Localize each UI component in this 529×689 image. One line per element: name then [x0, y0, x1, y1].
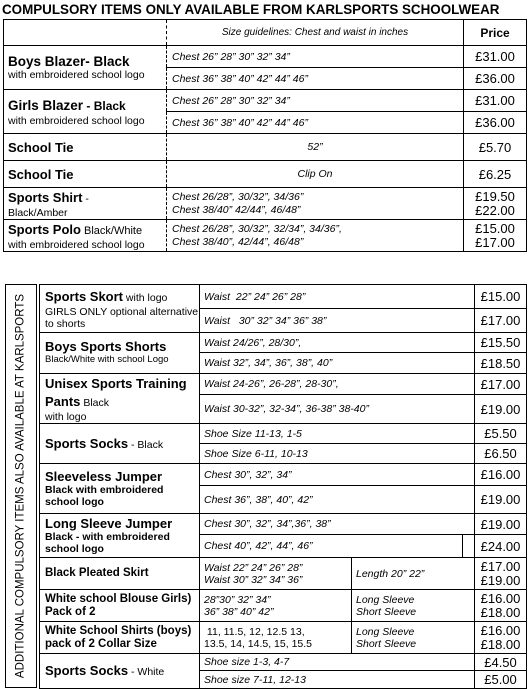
item-name-cell — [40, 285, 200, 333]
item-name: Boys Sports Shorts — [45, 339, 167, 354]
item-description: with logo — [45, 410, 87, 423]
price-line: £17.00 — [475, 234, 515, 250]
price-cell — [475, 622, 527, 654]
item-name: Sports Socks — [45, 435, 129, 451]
size-line: Waist 22” 24” 26” 28” — [204, 561, 303, 574]
price-cell: £5.50 — [475, 424, 527, 444]
size-cell — [200, 285, 475, 309]
item-name-cell — [4, 46, 167, 90]
page-title: COMPULSORY ITEMS ONLY AVAILABLE FROM KARLSPORTS SCHOOLWEAR — [2, 2, 500, 17]
item-name: Sports Shirt — [8, 189, 83, 205]
item-name: White School Shirts (boys) pack of 2 Collar Size — [40, 622, 200, 654]
size-line: 28”30” 32” 34” — [204, 593, 271, 606]
table-row — [40, 424, 527, 444]
item-name: Sports Socks — [45, 663, 129, 678]
table-row — [40, 622, 527, 654]
price-cell: £19.00 — [475, 486, 527, 514]
size-cell — [167, 220, 464, 252]
price-cell: £5.00 — [475, 671, 527, 689]
price-cell: £16.00 — [475, 464, 527, 486]
size-cell: Chest 36”, 38”, 40”, 42” — [200, 486, 475, 514]
size-line: Chest 38/40”, 42/44”, 46/48” — [172, 235, 304, 248]
size-cell: Chest 26” 28” 30” 32” 34” — [167, 90, 464, 112]
size-cell — [167, 188, 464, 220]
size-cell: Waist 24-26”, 26-28”, 28-30”, — [200, 374, 475, 395]
item-description: with embroidered school logo — [8, 238, 145, 251]
price-cell: £31.00 — [464, 46, 527, 68]
table-row — [40, 590, 527, 622]
size-cell — [200, 558, 352, 590]
sleeve-line: Long Sleeve — [356, 593, 415, 606]
table-row — [40, 374, 527, 395]
item-description: GIRLS ONLY optional alternative to shorts — [45, 305, 199, 330]
item-name-cell — [40, 464, 200, 514]
sleeve-line: Long Sleeve — [356, 625, 415, 638]
size-label: Waist — [204, 314, 231, 327]
length-cell: Length 20” 22” — [352, 558, 475, 590]
price-line: £16.00 — [480, 590, 521, 606]
size-cell: Shoe Size 6-11, 10-13 — [200, 444, 475, 464]
sleeve-line: Short Sleeve — [356, 637, 417, 650]
table-row — [40, 558, 527, 590]
sleeve-cell — [352, 590, 475, 622]
size-cell: Chest 36” 38” 40” 42” 44” 46” — [167, 112, 464, 134]
price-cell: £17.00 — [475, 309, 527, 333]
size-values: 30” 32” 34” 36” 38” — [238, 314, 327, 327]
table-row — [4, 134, 527, 161]
item-description: Black/Amber — [8, 206, 68, 219]
size-line: Chest 26/28”, 30/32”, 32/34”, 34/36”, — [172, 223, 342, 235]
item-name-cell — [40, 374, 200, 424]
size-guidelines-header: Size guidelines: Chest and waist in inches — [167, 20, 464, 46]
item-colour: - Black — [128, 438, 164, 451]
size-cell: 52” — [167, 134, 464, 161]
item-name-cell — [40, 333, 200, 374]
compulsory-items-table — [3, 19, 527, 252]
item-description: with embroidered school logo — [8, 69, 145, 81]
item-name-cell — [40, 424, 200, 464]
item-description: with embroidered school logo — [8, 114, 145, 127]
item-name: School Tie — [4, 134, 167, 161]
item-suffix: with logo — [123, 291, 168, 304]
price-cell — [464, 188, 527, 220]
size-cell: Waist 24/26”, 28/30”, — [200, 333, 475, 353]
header-blank — [4, 20, 167, 46]
size-cell — [200, 590, 352, 622]
size-cell: Shoe size 7-11, 12-13 — [200, 671, 475, 689]
sleeve-cell — [352, 622, 475, 654]
price-line: £17.00 — [480, 558, 521, 574]
price-line: £19.00 — [480, 572, 521, 588]
item-name: Long Sleeve Jumper — [45, 515, 173, 531]
item-name: Sports Skort — [45, 288, 124, 304]
item-name-cell — [4, 90, 167, 134]
item-separator: - — [82, 192, 89, 205]
additional-items-label: ADDITIONAL COMPULSORY ITEMS ALSO AVAILABLE AT KARLSPORTS — [14, 293, 27, 679]
price-cell: £31.00 — [464, 90, 527, 112]
item-description: Black/White with school Logo — [45, 354, 169, 365]
table-row — [40, 654, 527, 671]
size-line: 13.5, 14, 14.5, 15, 15.5 — [204, 637, 313, 650]
table-row — [40, 285, 527, 309]
item-name: Boys Blazer- Black — [8, 54, 130, 69]
price-cell: £17.00 — [475, 374, 527, 395]
blank-cell — [463, 535, 475, 558]
price-cell — [475, 590, 527, 622]
item-name-cell — [40, 654, 200, 689]
item-name: Sleeveless Jumper — [45, 468, 163, 484]
price-cell: £6.50 — [475, 444, 527, 464]
item-colour: Black — [80, 396, 109, 409]
price-line: £15.00 — [475, 220, 515, 236]
item-description: Black - with embroidered school logo — [45, 530, 170, 555]
table-row — [4, 161, 527, 188]
table-row — [4, 220, 527, 252]
table-row — [4, 46, 527, 68]
table-row — [40, 514, 527, 535]
price-cell — [475, 558, 527, 590]
item-name: School Tie — [4, 161, 167, 188]
size-cell: Chest 26” 28” 30” 32” 34” — [167, 46, 464, 68]
size-cell: Chest 36” 38” 40” 42” 44” 46” — [167, 68, 464, 90]
price-cell: £19.00 — [475, 395, 527, 424]
size-cell: Clip On — [167, 161, 464, 188]
price-cell: £15.00 — [475, 285, 527, 309]
size-cell: Waist 32”, 34”, 36”, 38”, 40” — [200, 353, 475, 374]
item-name-cell — [40, 514, 200, 558]
size-cell: Chest 40”, 42”, 44”, 46” — [200, 535, 463, 558]
item-name: Sports Polo — [8, 221, 81, 237]
table-header-row — [4, 20, 527, 46]
price-cell: £4.50 — [475, 654, 527, 671]
item-description: Black with embroidered school logo — [45, 483, 164, 508]
sleeve-line: Short Sleeve — [356, 605, 417, 618]
size-cell — [200, 622, 352, 654]
price-header: Price — [464, 20, 527, 46]
price-cell: £6.25 — [464, 161, 527, 188]
item-name: White school Blouse Girls) Pack of 2 — [40, 590, 200, 622]
size-line: Chest 38/40” 42/44”, 46/48” — [172, 203, 301, 216]
price-cell: £15.50 — [475, 333, 527, 353]
price-cell — [464, 220, 527, 252]
size-values: 22” 24” 26” 28” — [235, 290, 306, 303]
size-cell: Chest 30”, 32”, 34” — [200, 464, 475, 486]
price-cell: £36.00 — [464, 112, 527, 134]
item-name: Black Pleated Skirt — [40, 558, 200, 590]
item-colour: - Black — [83, 98, 126, 113]
price-cell: £36.00 — [464, 68, 527, 90]
table-row — [40, 464, 527, 486]
size-line: Waist 30” 32” 34” 36” — [204, 573, 303, 586]
price-cell: £19.00 — [475, 514, 527, 535]
size-line: 11, 11.5, 12, 12.5 13, — [204, 625, 305, 638]
size-cell: Waist 30-32”, 32-34”, 36-38” 38-40” — [200, 395, 475, 424]
price-line: £18.00 — [480, 636, 521, 652]
table-row — [4, 188, 527, 220]
size-cell: Shoe Size 11-13, 1-5 — [200, 424, 475, 444]
price-line: £18.00 — [480, 604, 521, 620]
price-cell: £24.00 — [475, 535, 527, 558]
price-line: £16.00 — [480, 622, 521, 638]
size-label: Waist — [204, 290, 231, 303]
size-line: Chest 26/28”, 30/32”, 34/36” — [172, 191, 304, 203]
size-line: 36” 38” 40” 42” — [204, 605, 274, 618]
price-cell: £18.50 — [475, 353, 527, 374]
size-cell: Shoe size 1-3, 4-7 — [200, 654, 475, 671]
price-cell: £5.70 — [464, 134, 527, 161]
item-name: Girls Blazer — [8, 97, 84, 113]
item-colour: - White — [128, 666, 165, 678]
additional-items-table — [39, 284, 527, 689]
price-line: £19.50 — [475, 188, 515, 204]
price-line: £22.00 — [475, 202, 515, 218]
item-name-cell — [4, 220, 167, 252]
size-cell: Chest 30”, 32”, 34”,36”, 38” — [200, 514, 475, 535]
table-row — [40, 333, 527, 353]
item-name: Unisex Sports Training Pants — [45, 375, 187, 409]
size-cell — [200, 309, 475, 333]
table-row — [4, 90, 527, 112]
item-name-cell — [4, 188, 167, 220]
item-colour: Black/White — [80, 224, 143, 237]
